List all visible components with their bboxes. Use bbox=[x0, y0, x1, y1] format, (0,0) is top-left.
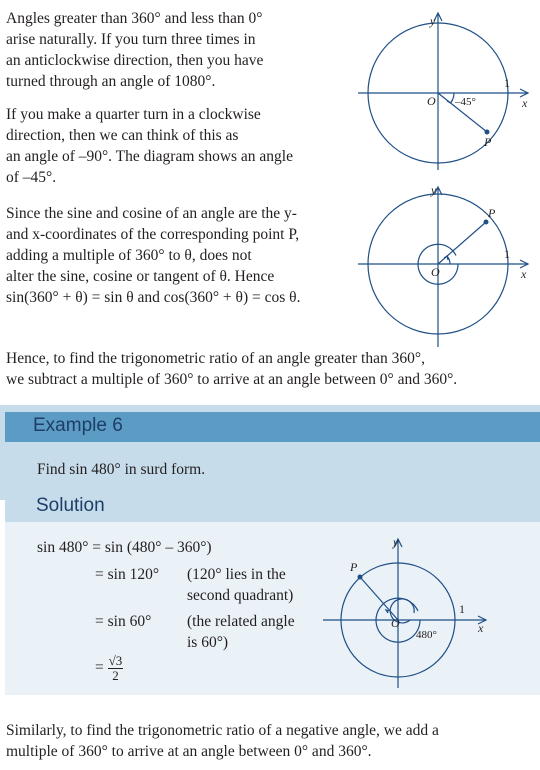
point-p bbox=[358, 575, 363, 580]
figure-480-angle bbox=[318, 533, 498, 693]
angle-label: –45° bbox=[455, 96, 476, 108]
origin-label: O bbox=[391, 616, 400, 630]
intro-paragraph-1: Angles greater than 360° and less than 0° arise naturally. If you turn three times in an anticlockwise direction, then you have turned through an angle of 1080°. bbox=[6, 10, 264, 90]
equals-sign: = bbox=[95, 659, 104, 677]
x-label: x bbox=[522, 96, 528, 110]
one-label: 1 bbox=[459, 602, 465, 616]
angle-label: 480° bbox=[416, 629, 437, 641]
x-label: x bbox=[521, 267, 527, 281]
fraction-denominator: 2 bbox=[112, 668, 119, 683]
fraction-numerator: √3 bbox=[108, 653, 123, 668]
solution-line-1: sin 480° = sin (480° – 360°) bbox=[37, 539, 212, 556]
p-label: P bbox=[350, 560, 358, 574]
point-p bbox=[484, 220, 489, 225]
x-label: x bbox=[478, 621, 484, 635]
y-label: y bbox=[393, 535, 399, 549]
example-question: Find sin 480° in surd form. bbox=[37, 461, 206, 478]
point-p bbox=[485, 130, 490, 135]
intro-paragraph-4: Hence, to find the trigonometric ratio of an angle greater than 360°, we subtract a multiple of 360° to arrive at an angle between 0° and 360°. bbox=[6, 350, 458, 388]
p-label: P bbox=[488, 206, 496, 220]
y-label: y bbox=[431, 183, 437, 197]
figure-full-turn-angle bbox=[358, 182, 538, 357]
solution-line-2: = sin 120° bbox=[95, 566, 160, 583]
fraction-sqrt3-over-2 bbox=[108, 654, 124, 683]
origin-label: O bbox=[431, 265, 440, 279]
intro-paragraph-2: If you make a quarter turn in a clockwise direction, then we can think of this as an angle of –90°. The diagram shows an angle of –45°. bbox=[6, 106, 293, 186]
solution-line-4 bbox=[95, 654, 123, 683]
solution-note-3: (the related angle is 60°) bbox=[187, 613, 295, 651]
one-label: 1 bbox=[504, 76, 510, 90]
origin-label: O bbox=[427, 94, 436, 108]
y-label: y bbox=[430, 14, 436, 28]
intro-paragraph-3: Since the sine and cosine of an angle are the y- and x-coordinates of the corresponding point P, adding a multiple of 360° to θ, does not alter the sine, cosine or tangent of θ. Hence sin(360° + θ) = sin θ and cos(360° + θ) = cos θ. bbox=[6, 205, 301, 306]
closing-paragraph: Similarly, to find the trigonometric ratio of a negative angle, we add a multiple of 360° to arrive at an angle between 0° and 360°. bbox=[6, 722, 439, 760]
figure-negative-45-angle bbox=[358, 5, 538, 180]
solution-line-3: = sin 60° bbox=[95, 613, 152, 630]
one-label: 1 bbox=[504, 247, 510, 261]
p-label: P bbox=[484, 135, 492, 149]
solution-note-2: (120° lies in the second quadrant) bbox=[187, 566, 294, 604]
example-title: Example 6 bbox=[33, 415, 123, 436]
solution-title: Solution bbox=[36, 495, 105, 516]
